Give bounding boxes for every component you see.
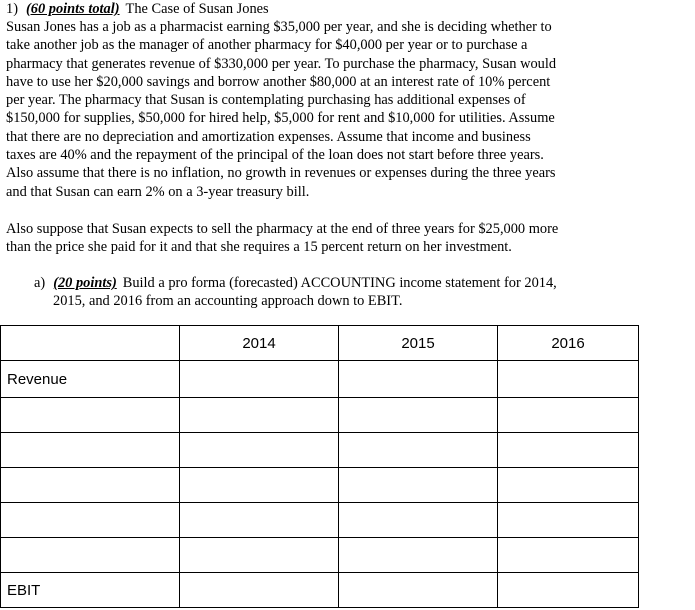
paragraph-line: pharmacy that generates revenue of $330,000 per year. To purchase the pharmacy, Susan would	[6, 55, 557, 72]
table-cell[interactable]	[339, 433, 498, 468]
header-blank-cell	[1, 326, 180, 361]
paragraph-line: $150,000 for supplies, $50,000 for hired help, $5,000 for rent and $10,000 for utilities. Assume	[6, 110, 555, 127]
part-a-instruction	[34, 274, 557, 311]
header-year-2016: 2016	[498, 326, 639, 361]
paragraph-line: and that Susan can earn 2% on a 3-year treasury bill.	[6, 183, 310, 200]
table-row	[1, 433, 639, 468]
header-year-2014: 2014	[180, 326, 339, 361]
table-cell[interactable]	[180, 468, 339, 503]
question-number: 1)	[6, 1, 18, 17]
table-row	[1, 503, 639, 538]
pro-forma-income-statement-table	[0, 325, 639, 608]
table-cell[interactable]	[498, 433, 639, 468]
table-row	[1, 398, 639, 433]
table-cell[interactable]	[339, 538, 498, 573]
table-row	[1, 468, 639, 503]
paragraph-line: than the price she paid for it and that she requires a 15 percent return on her investment.	[6, 239, 512, 256]
header-year-2015: 2015	[339, 326, 498, 361]
table-row	[1, 573, 639, 608]
paragraph-line: that there are no depreciation and amortization expenses. Assume that income and business	[6, 128, 531, 145]
table-cell[interactable]	[498, 538, 639, 573]
part-a-label: a)	[34, 275, 46, 291]
part-a-points: (20 points)	[53, 275, 117, 291]
row-label-ebit: EBIT	[1, 573, 180, 608]
table-cell[interactable]	[180, 433, 339, 468]
paragraph-line: per year. The pharmacy that Susan is contemplating purchasing has additional expenses of	[6, 92, 526, 109]
table-cell[interactable]	[339, 503, 498, 538]
row-label[interactable]	[1, 433, 180, 468]
table-cell[interactable]	[180, 573, 339, 608]
table-cell[interactable]	[180, 538, 339, 573]
question-points: (60 points total)	[26, 1, 120, 17]
row-label-revenue: Revenue	[1, 361, 180, 398]
table-cell[interactable]	[498, 398, 639, 433]
case-description-paragraph	[6, 18, 646, 201]
table-row	[1, 361, 639, 398]
paragraph-line: Susan Jones has a job as a pharmacist earning $35,000 per year, and she is deciding whether to	[6, 19, 552, 35]
table-cell[interactable]	[180, 361, 339, 398]
table-cell[interactable]	[498, 468, 639, 503]
question-title: The Case of Susan Jones	[125, 1, 269, 17]
paragraph-line: Also assume that there is no inflation, no growth in revenues or expenses during the three years	[6, 165, 556, 182]
paragraph-line: Also suppose that Susan expects to sell the pharmacy at the end of three years for $25,000 more	[6, 221, 559, 237]
table-cell[interactable]	[339, 468, 498, 503]
table-cell[interactable]	[339, 398, 498, 433]
table-cell[interactable]	[498, 361, 639, 398]
row-label[interactable]	[1, 538, 180, 573]
question-header	[6, 0, 269, 18]
row-label[interactable]	[1, 503, 180, 538]
paragraph-line: taxes are 40% and the repayment of the principal of the loan does not start before three years.	[6, 147, 544, 164]
row-label[interactable]	[1, 468, 180, 503]
table-cell[interactable]	[180, 503, 339, 538]
table-cell[interactable]	[180, 398, 339, 433]
part-a-line2: 2015, and 2016 from an accounting approach down to EBIT.	[53, 293, 403, 310]
table-cell[interactable]	[339, 573, 498, 608]
table-cell[interactable]	[498, 573, 639, 608]
table-cell[interactable]	[339, 361, 498, 398]
table-row	[1, 538, 639, 573]
paragraph-line: have to use her $20,000 savings and borrow another $80,000 at an interest rate of 10% percent	[6, 73, 551, 90]
part-a-line1: Build a pro forma (forecasted) ACCOUNTING income statement for 2014,	[122, 275, 557, 291]
row-label[interactable]	[1, 398, 180, 433]
table-header-row	[1, 326, 639, 361]
paragraph-line: take another job as the manager of another pharmacy for $40,000 per year or to purchase a	[6, 37, 528, 54]
sale-assumption-paragraph	[6, 220, 646, 257]
table-cell[interactable]	[498, 503, 639, 538]
